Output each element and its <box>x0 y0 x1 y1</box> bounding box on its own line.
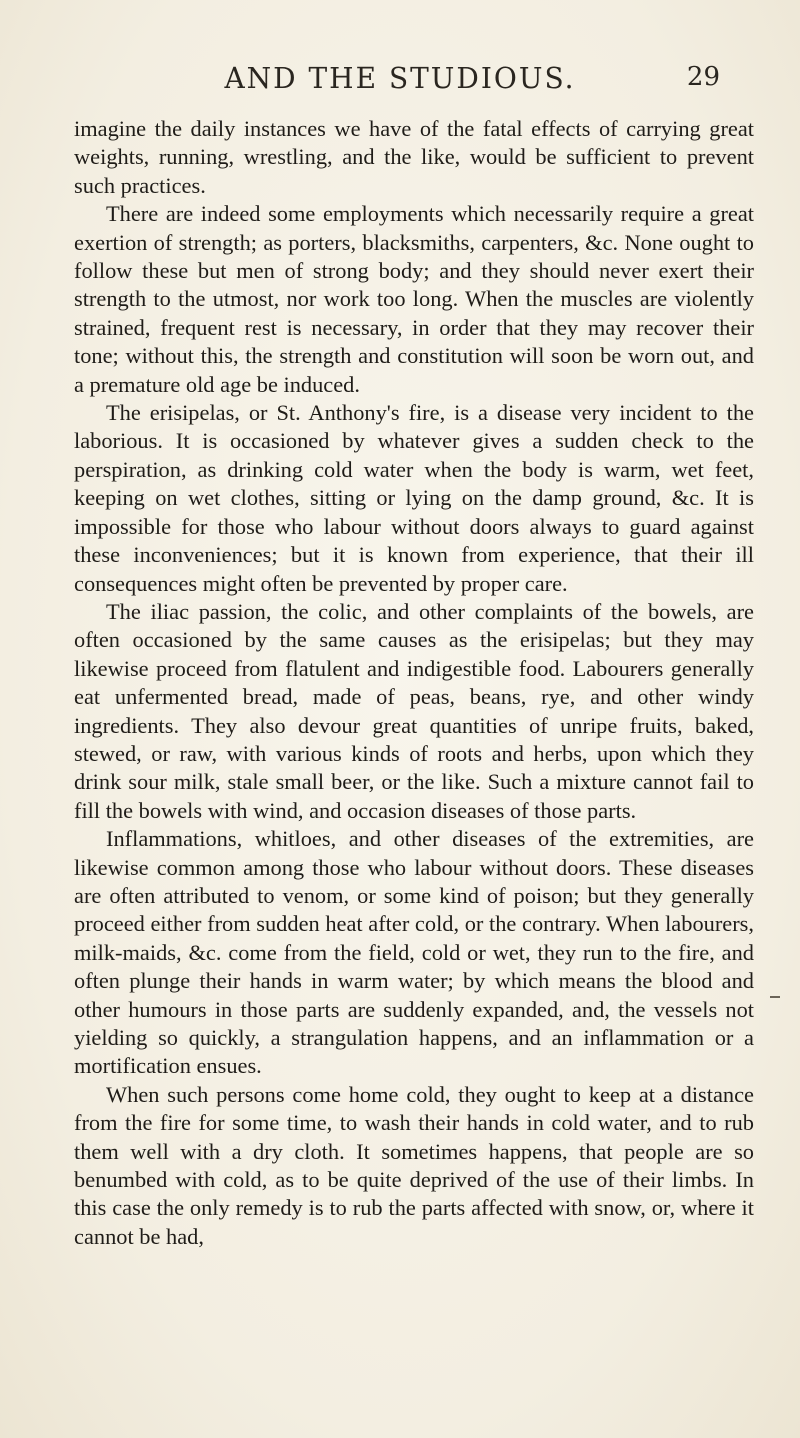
margin-mark <box>770 996 780 998</box>
page-number: 29 <box>686 62 720 92</box>
paragraph-iliac-passion: The iliac passion, the colic, and other complaints of the bowels, are often occasioned by the same causes as the erisipelas; but they may likewise proceed from flatulent and indigestible food. Labourers generally eat unfermented bread, made of peas, beans, rye, and other windy ingredients. They also devour great quantities of unripe fruits, baked, stewed, or raw, with various kinds of roots and herbs, upon which they drink sour milk, stale small beer, or the like. Such a mixture cannot fail to fill the bowels with wind, and occasion diseases of those parts. <box>74 598 754 823</box>
paragraph-continuation: imagine the daily instances we have of the fatal effects of carrying great weights, running, wrestling, and the like, would be sufficient to prevent such practices. <box>74 116 754 198</box>
paragraph-erisipelas: The erisipelas, or St. Anthony's fire, is a disease very incident to the laborious. It is occasioned by whatever gives a sudden check to the perspiration, as drinking cold water when the body is warm, wet feet, keeping on wet clothes, sitting or lying on the damp ground, &c. It is impossible for those who labour without doors always to guard against these inconveniences; but it is known from experience, that their ill consequences might often be prevented by proper care. <box>74 400 754 596</box>
running-title: AND THE STUDIOUS. <box>224 61 576 96</box>
paragraph-inflammations: Inflammations, whitloes, and other diseases of the extremities, are likewise common among those who labour without doors. These diseases are often attributed to venom, or some kind of poison; but they generally proceed either from sudden heat after cold, or the contrary. When labourers, milk-maids, &c. come from the field, cold or wet, they run to the fire, and often plunge their hands in warm water; by which means the blood and other humours in those parts are suddenly expanded, and, the vessels not yielding so quickly, a strangulation happens, and an inflammation or a mortification ensues. <box>74 826 754 1079</box>
running-head <box>0 62 800 106</box>
body-text <box>74 115 754 1251</box>
paragraph-employments: There are indeed some employments which necessarily require a great exertion of strength; as porters, blacksmiths, carpenters, &c. None ought to follow these but men of strong body; and they should never exert their strength to the utmost, nor work too long. When the muscles are violently strained, frequent rest is necessary, in order that they may recover their tone; without this, the strength and constitution will soon be worn out, and a premature old age be induced. <box>74 201 754 397</box>
paragraph-cold-remedy: When such persons come home cold, they ought to keep at a distance from the fire for some time, to wash their hands in cold water, and to rub them well with a dry cloth. It sometimes happens, that people are so benumbed with cold, as to be quite deprived of the use of their limbs. In this case the only remedy is to rub the parts affected with snow, or, where it cannot be had, <box>74 1081 754 1249</box>
